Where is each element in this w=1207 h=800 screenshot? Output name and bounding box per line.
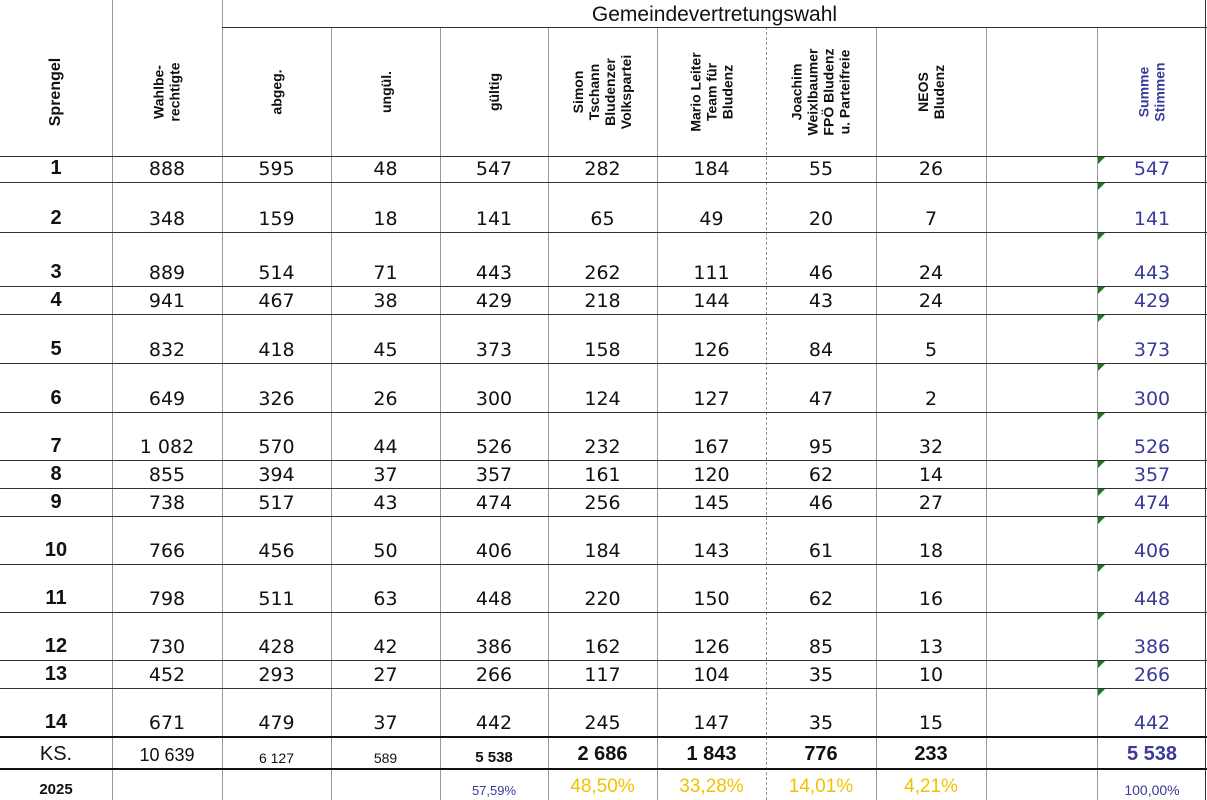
table-cell: 37: [373, 712, 398, 734]
table-cell: 10: [44, 539, 68, 561]
table-cell: 42: [373, 636, 398, 658]
table-cell: 49: [699, 208, 724, 230]
column-header-wahlberechtigte: [112, 27, 222, 156]
table-cell: 406: [475, 540, 513, 562]
table-cell: 282: [584, 158, 621, 180]
table-cell: 35: [808, 712, 834, 734]
table-cell: 150: [693, 588, 730, 610]
totals-cell: 5 538: [475, 749, 513, 766]
table-cell: [986, 564, 1097, 612]
column-header-sprengel: [0, 27, 112, 156]
table-cell: 11: [45, 587, 67, 609]
table-cell: 65: [590, 208, 615, 230]
table-cell: 570: [258, 436, 295, 458]
header-line: Weixlbaumer: [805, 48, 821, 135]
header-line: ungül.: [377, 70, 394, 113]
table-cell: 429: [475, 290, 513, 312]
table-cell: 85: [808, 636, 834, 658]
column-header-empty: [986, 27, 1097, 156]
table-cell: 26: [373, 388, 398, 410]
header-line: Team für: [703, 62, 720, 121]
table-cell: 5: [50, 338, 62, 360]
totals-cell: 589: [373, 750, 398, 766]
table-cell: [986, 516, 1097, 564]
table-cell: 143: [693, 540, 730, 562]
table-cell: 595: [258, 158, 295, 180]
table-cell: 95: [808, 436, 834, 458]
table-cell: 448: [1133, 588, 1171, 610]
table-cell: 511: [258, 588, 295, 610]
table-cell: 373: [1133, 339, 1171, 361]
totals-cell: 6 127: [258, 750, 295, 766]
percent-cell: 4,21%: [904, 776, 958, 797]
table-cell: 467: [258, 290, 295, 312]
table-cell: 232: [584, 436, 621, 458]
column-header-neos-bludenz: [876, 27, 986, 156]
table-cell: [986, 182, 1097, 232]
cell-marker-icon: [1098, 661, 1105, 668]
table-cell: 888: [148, 158, 186, 180]
header-line: NEOS: [914, 71, 931, 112]
cell-marker-icon: [1098, 233, 1105, 240]
header-line: Sprengel: [47, 57, 64, 126]
table-cell: 406: [1133, 540, 1171, 562]
table-cell: 62: [808, 588, 834, 610]
table-cell: 16: [918, 588, 944, 610]
totals-cell: 2 686: [577, 743, 628, 765]
table-cell: 84: [808, 339, 834, 361]
table-cell: 547: [475, 158, 513, 180]
table-cell: 442: [1133, 712, 1171, 734]
column-header-label: [269, 69, 285, 114]
table-cell: [986, 688, 1097, 736]
table-cell: 442: [475, 712, 513, 734]
table-cell: 147: [693, 712, 730, 734]
table-cell: 418: [258, 339, 295, 361]
table-cell: 9: [50, 491, 62, 513]
table-cell: 14: [918, 464, 944, 486]
table-cell: [986, 232, 1097, 286]
percent-cell: [331, 768, 440, 800]
column-header-team-fuer-bludenz: [657, 27, 766, 156]
table-cell: 26: [918, 158, 944, 180]
table-cell: 32: [918, 436, 944, 458]
table-cell: 832: [148, 339, 186, 361]
header-line: gültig: [485, 72, 502, 111]
cell-marker-icon: [1098, 364, 1105, 371]
table-cell: 48: [373, 158, 398, 180]
table-cell: 117: [584, 664, 621, 686]
table-cell: 429: [1133, 290, 1171, 312]
percent-cell: 100,00%: [1124, 782, 1180, 798]
header-line: Volkspartei: [618, 54, 635, 129]
column-header-abgegeben: [222, 27, 331, 156]
table-cell: 547: [1133, 158, 1171, 180]
cell-marker-icon: [1098, 517, 1105, 524]
table-cell: 43: [373, 492, 398, 514]
percent-cell: 48,50%: [570, 776, 635, 797]
table-cell: 141: [475, 208, 513, 230]
percent-cell: [222, 768, 331, 800]
table-cell: 220: [584, 588, 621, 610]
percent-cell: 2025: [39, 781, 73, 798]
header-line: u. Parteifreie: [837, 49, 853, 134]
table-cell: 27: [918, 492, 944, 514]
table-title: Gemeindevertretungswahl: [591, 3, 838, 26]
table-cell: 474: [1133, 492, 1171, 514]
table-cell: 45: [373, 339, 398, 361]
percent-cell: [986, 768, 1097, 800]
header-line: FPÖ Bludenz: [821, 47, 837, 136]
column-header-label: [571, 54, 635, 128]
table-cell: 18: [373, 208, 398, 230]
totals-cell: 5 538: [1126, 743, 1178, 765]
table-cell: 1: [50, 157, 62, 179]
header-line: Bludenz: [930, 64, 947, 119]
table-cell: 14: [44, 711, 68, 733]
table-cell: 526: [1133, 436, 1171, 458]
table-cell: 766: [148, 540, 186, 562]
column-header-ungueltig: [331, 27, 440, 156]
table-cell: 144: [693, 290, 730, 312]
header-line: abgeg.: [268, 68, 285, 115]
cell-marker-icon: [1098, 461, 1105, 468]
table-cell: 266: [475, 664, 513, 686]
table-cell: 262: [584, 262, 621, 284]
table-cell: 104: [693, 664, 730, 686]
column-header-gueltig: [440, 27, 548, 156]
header-line: Wahlbe-: [151, 64, 167, 119]
table-cell: 15: [918, 712, 944, 734]
column-header-label: [151, 62, 183, 121]
table-cell: 889: [148, 262, 186, 284]
table-cell: 37: [373, 464, 398, 486]
table-cell: 44: [373, 436, 398, 458]
table-cell: 7: [924, 208, 938, 230]
table-cell: 184: [693, 158, 730, 180]
cell-marker-icon: [1098, 689, 1105, 696]
table-cell: 256: [584, 492, 621, 514]
table-cell: 10: [918, 664, 944, 686]
table-cell: 63: [373, 588, 398, 610]
table-cell: 24: [918, 262, 944, 284]
table-cell: 18: [918, 540, 944, 562]
table-cell: 46: [808, 262, 834, 284]
table-cell: 145: [693, 492, 730, 514]
totals-cell: 10 639: [139, 745, 195, 765]
column-header-label: [687, 52, 735, 131]
totals-cell: 776: [804, 743, 838, 765]
table-cell: 738: [148, 492, 186, 514]
header-line: Tschann: [586, 63, 603, 120]
percent-cell: 14,01%: [788, 776, 854, 797]
table-cell: 161: [584, 464, 621, 486]
table-cell: 452: [148, 664, 186, 686]
header-line: Bludenz: [719, 64, 736, 119]
table-cell: 8: [50, 463, 62, 485]
column-header-label: [48, 57, 64, 125]
table-cell: 456: [258, 540, 295, 562]
table-cell: 162: [584, 636, 621, 658]
header-line: Summe: [1136, 66, 1152, 117]
table-cell: 12: [44, 635, 68, 657]
percent-cell: 57,59%: [471, 783, 517, 798]
table-cell: 300: [475, 388, 513, 410]
table-cell: 120: [693, 464, 730, 486]
table-cell: 2: [924, 388, 938, 410]
column-header-label: [1136, 62, 1168, 121]
table-cell: 394: [258, 464, 295, 486]
table-cell: 855: [148, 464, 186, 486]
header-line: Stimmen: [1152, 61, 1168, 122]
table-cell: 730: [148, 636, 186, 658]
table-cell: [986, 412, 1097, 460]
table-cell: 127: [693, 388, 730, 410]
table-cell: 443: [475, 262, 513, 284]
table-cell: 126: [693, 339, 730, 361]
table-cell: 1 082: [139, 436, 195, 458]
table-cell: 124: [584, 388, 621, 410]
column-header-label: [915, 64, 947, 118]
table-cell: 798: [148, 588, 186, 610]
cell-marker-icon: [1098, 489, 1105, 496]
table-cell: 357: [475, 464, 513, 486]
table-cell: 13: [918, 636, 944, 658]
table-cell: 61: [808, 540, 834, 562]
table-cell: 218: [584, 290, 621, 312]
table-cell: 526: [475, 436, 513, 458]
table-cell: 35: [808, 664, 834, 686]
table-cell: 27: [373, 664, 398, 686]
header-line: Mario Leiter: [687, 51, 704, 132]
cell-marker-icon: [1098, 315, 1105, 322]
header-line: rechtigte: [167, 61, 183, 122]
table-cell: 3: [50, 261, 62, 283]
table-cell: 448: [475, 588, 513, 610]
table-cell: [986, 460, 1097, 488]
totals-cell: [986, 736, 1097, 768]
cell-marker-icon: [1098, 287, 1105, 294]
table-cell: 38: [373, 290, 398, 312]
cell-marker-icon: [1098, 413, 1105, 420]
table-cell: 13: [44, 663, 68, 685]
table-cell: 4: [50, 289, 62, 311]
table-cell: 158: [584, 339, 621, 361]
table-cell: 6: [50, 387, 62, 409]
table-cell: 671: [148, 712, 186, 734]
table-cell: 386: [1133, 636, 1171, 658]
table-cell: 7: [50, 435, 62, 457]
table-cell: [986, 286, 1097, 314]
table-cell: 71: [373, 262, 398, 284]
table-cell: 517: [258, 492, 295, 514]
table-cell: 266: [1133, 664, 1171, 686]
cell-marker-icon: [1098, 183, 1105, 190]
table-cell: 50: [373, 540, 398, 562]
table-cell: 348: [148, 208, 186, 230]
totals-cell: 233: [914, 743, 948, 765]
table-cell: 2: [50, 207, 62, 229]
column-header-volkspartei: [548, 27, 657, 156]
table-cell: 159: [258, 208, 295, 230]
cell-marker-icon: [1098, 157, 1105, 164]
table-cell: 43: [808, 290, 834, 312]
header-line: Joachim: [789, 63, 805, 120]
table-cell: 474: [475, 492, 513, 514]
table-cell: [986, 156, 1097, 182]
column-header-summe-stimmen: [1097, 27, 1207, 156]
percent-cell: [112, 768, 222, 800]
table-cell: 428: [258, 636, 295, 658]
table-cell: 941: [148, 290, 186, 312]
table-cell: 326: [258, 388, 295, 410]
table-cell: 245: [584, 712, 621, 734]
column-header-label: [378, 71, 394, 113]
table-cell: 514: [258, 262, 295, 284]
cell-marker-icon: [1098, 613, 1105, 620]
table-cell: [986, 488, 1097, 516]
column-header-label: [789, 48, 853, 135]
table-cell: 141: [1133, 208, 1171, 230]
table-cell: 649: [148, 388, 186, 410]
totals-cell: 1 843: [686, 743, 737, 765]
table-cell: 443: [1133, 262, 1171, 284]
table-cell: 300: [1133, 388, 1171, 410]
table-cell: [986, 612, 1097, 660]
table-cell: 479: [258, 712, 295, 734]
table-cell: 373: [475, 339, 513, 361]
table-cell: 62: [808, 464, 834, 486]
table-cell: 20: [808, 208, 834, 230]
table-cell: 111: [693, 262, 730, 284]
table-cell: 47: [808, 388, 834, 410]
percent-cell: 33,28%: [679, 776, 744, 797]
table-cell: 46: [808, 492, 834, 514]
table-cell: 24: [918, 290, 944, 312]
table-cell: [986, 660, 1097, 688]
table-cell: 126: [693, 636, 730, 658]
table-cell: 55: [808, 158, 834, 180]
column-header-fpoe-bludenz: [766, 27, 876, 156]
table-cell: 357: [1133, 464, 1171, 486]
column-header-label: [486, 72, 502, 110]
table-cell: 386: [475, 636, 513, 658]
table-cell: 184: [584, 540, 621, 562]
table-cell: 167: [693, 436, 730, 458]
table-cell: [986, 314, 1097, 363]
table-cell: 293: [258, 664, 295, 686]
cell-marker-icon: [1098, 565, 1105, 572]
table-cell: [986, 363, 1097, 412]
header-line: Bludenzer: [602, 57, 619, 126]
totals-cell: KS.: [39, 743, 73, 765]
header-line: Simon: [570, 70, 587, 113]
table-cell: 5: [924, 339, 938, 361]
